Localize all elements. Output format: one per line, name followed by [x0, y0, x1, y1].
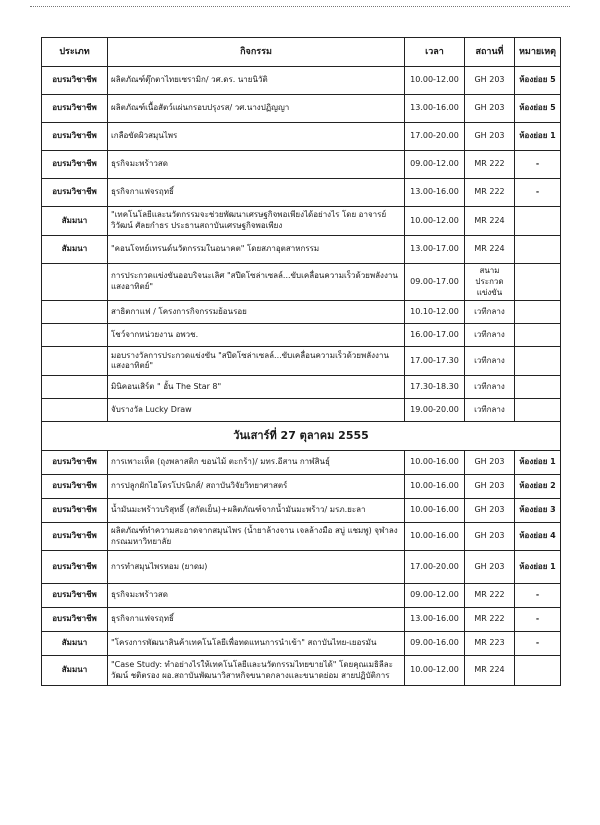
table-row [42, 451, 561, 475]
table-row [42, 123, 561, 151]
table-row [42, 399, 561, 422]
row-place: GH 203 [465, 67, 515, 95]
row-time: 13.00-16.00 [405, 608, 465, 632]
row-time: 10.00-12.00 [405, 207, 465, 236]
row-type: อบรมวิชาชีพ [42, 123, 108, 151]
row-activity: ผลิตภัณฑ์ตุ๊กตาไทยเซรามิก/ วศ.ดร. นายนิวัติ [108, 67, 405, 95]
row-type: อบรมวิชาชีพ [42, 451, 108, 475]
row-note: - [515, 179, 561, 207]
row-type: สัมมนา [42, 632, 108, 656]
row-activity: "Case Study: ทำอย่างไรให้เทคโนโลยีและนวัตกรรมไทยขายได้" โดยคุณเมธิลีละวัฒน์ ชติตรอง ผอ.สถาบันพัฒนาวิสาหกิจขนาดกลางและขนาดย่อม สายปฏิบัติการ [108, 656, 405, 686]
row-time: 09.00-16.00 [405, 632, 465, 656]
header-type: ประเภท [42, 38, 108, 67]
row-note: - [515, 608, 561, 632]
row-place: GH 203 [465, 95, 515, 123]
row-note: - [515, 584, 561, 608]
row-time: 17.00-20.00 [405, 123, 465, 151]
row-note: ห้องย่อย 2 [515, 475, 561, 499]
row-activity: มอบรางวัลการประกวดแข่งขัน "สปีดโซล่าเซลล์...ขับเคลื่อนความเร็วด้วยพลังงานแสงอาทิตย์" [108, 347, 405, 376]
row-place: เวทีกลาง [465, 347, 515, 376]
row-activity: น้ำมันมะพร้าวบริสุทธิ์ (สกัดเย็น)+ผลิตภัณฑ์จากน้ำมันมะพร้าว/ มรภ.ยะลา [108, 499, 405, 523]
table-row [42, 301, 561, 324]
schedule-table [41, 37, 561, 686]
header-place: สถานที่ [465, 38, 515, 67]
row-type: สัมมนา [42, 656, 108, 686]
row-activity: การทำสมุนไพรหอม (ยาดม) [108, 551, 405, 584]
table-row [42, 376, 561, 399]
date-section-row [42, 422, 561, 451]
row-note: ห้องย่อย 5 [515, 67, 561, 95]
table-row [42, 264, 561, 301]
row-type: สัมมนา [42, 207, 108, 236]
row-time: 09.00-17.00 [405, 264, 465, 301]
table-row [42, 475, 561, 499]
row-type: อบรมวิชาชีพ [42, 475, 108, 499]
row-type: อบรมวิชาชีพ [42, 67, 108, 95]
row-type: อบรมวิชาชีพ [42, 584, 108, 608]
header-activity: กิจกรรม [108, 38, 405, 67]
row-time: 10.10-12.00 [405, 301, 465, 324]
header-time: เวลา [405, 38, 465, 67]
row-time: 13.00-16.00 [405, 95, 465, 123]
row-time: 10.00-16.00 [405, 499, 465, 523]
row-note [515, 656, 561, 686]
row-note: ห้องย่อย 1 [515, 123, 561, 151]
row-activity: การปลูกผักไฮโดรโปรนิกส์/ สถาบันวิจัยวิทยาศาสตร์ [108, 475, 405, 499]
row-note: ห้องย่อย 1 [515, 451, 561, 475]
row-place: เวทีกลาง [465, 324, 515, 347]
row-note [515, 207, 561, 236]
row-time: 10.00-12.00 [405, 67, 465, 95]
row-place: MR 224 [465, 656, 515, 686]
row-place: GH 203 [465, 551, 515, 584]
row-activity: มินิคอนเสิร์ต " อั้น The Star 8" [108, 376, 405, 399]
row-type: สัมมนา [42, 236, 108, 264]
row-note [515, 264, 561, 301]
table-row [42, 584, 561, 608]
row-place: MR 222 [465, 179, 515, 207]
row-activity: "โครงการพัฒนาสินค้าเทคโนโลยีเพื่อทดแทนการนำเข้า" สถาบันไทย-เยอรมัน [108, 632, 405, 656]
row-type: อบรมวิชาชีพ [42, 95, 108, 123]
row-activity: "คอนโจทย์เทรนด์นวัตกรรมในอนาคต" โดยสภาอุตสาหกรรม [108, 236, 405, 264]
table-row [42, 523, 561, 551]
row-place: MR 222 [465, 608, 515, 632]
row-activity: จับรางวัล Lucky Draw [108, 399, 405, 422]
row-note: ห้องย่อย 4 [515, 523, 561, 551]
row-time: 17.00-20.00 [405, 551, 465, 584]
row-time: 10.00-16.00 [405, 475, 465, 499]
row-note [515, 236, 561, 264]
row-type [42, 301, 108, 324]
row-activity: เกลือขัดผิวสมุนไพร [108, 123, 405, 151]
row-type: อบรมวิชาชีพ [42, 608, 108, 632]
row-type: อบรมวิชาชีพ [42, 499, 108, 523]
row-time: 17.30-18.30 [405, 376, 465, 399]
row-place: MR 222 [465, 584, 515, 608]
row-note [515, 399, 561, 422]
row-time: 09.00-12.00 [405, 151, 465, 179]
row-activity: "เทคโนโลยีและนวัตกรรมจะช่วยพัฒนาเศรษฐกิจพอเพียงได้อย่างไร โดย อาจารย์วิวัฒน์ ศัลยกำธร ประธานสถาบันเศรษฐกิจพอเพียง [108, 207, 405, 236]
row-type: อบรมวิชาชีพ [42, 523, 108, 551]
row-place: GH 203 [465, 451, 515, 475]
row-activity: ธุรกิจมะพร้าวสด [108, 584, 405, 608]
row-activity: การเพาะเห็ด (ถุงพลาสติก ขอนไม้ ตะกร้า)/ มทร.อีสาน กาฬสินธุ์ [108, 451, 405, 475]
row-activity: โชว์จากหน่วยงาน อพวช. [108, 324, 405, 347]
row-activity: สาธิตกาแฟ / โครงการกิจกรรมย้อนรอย [108, 301, 405, 324]
row-activity: ธุรกิจกาแฟจรฤทธิ์ [108, 608, 405, 632]
row-time: 19.00-20.00 [405, 399, 465, 422]
row-place: สนามประกวดแข่งขัน [465, 264, 515, 301]
table-row [42, 207, 561, 236]
row-time: 10.00-12.00 [405, 656, 465, 686]
header-note: หมายเหตุ [515, 38, 561, 67]
row-note [515, 324, 561, 347]
table-row [42, 95, 561, 123]
row-type: อบรมวิชาชีพ [42, 179, 108, 207]
row-time: 09.00-12.00 [405, 584, 465, 608]
table-row [42, 632, 561, 656]
row-place: GH 203 [465, 475, 515, 499]
table-row [42, 236, 561, 264]
schedule-body [42, 67, 561, 686]
row-type: อบรมวิชาชีพ [42, 551, 108, 584]
table-row [42, 608, 561, 632]
row-activity: การประกวดแข่งขันออบริจนะเลิศ "สปีดโซล่าเซลล์...ขับเคลื่อนความเร็วด้วยพลังงานแสงอาทิตย์" [108, 264, 405, 301]
row-type [42, 376, 108, 399]
row-place: MR 224 [465, 207, 515, 236]
row-place: MR 222 [465, 151, 515, 179]
row-place: เวทีกลาง [465, 301, 515, 324]
table-row [42, 179, 561, 207]
section-date: วันเสาร์ที่ 27 ตุลาคม 2555 [42, 422, 561, 451]
row-type [42, 347, 108, 376]
row-note: - [515, 632, 561, 656]
row-note: ห้องย่อย 5 [515, 95, 561, 123]
row-place: GH 203 [465, 523, 515, 551]
row-note [515, 376, 561, 399]
row-time: 13.00-17.00 [405, 236, 465, 264]
row-place: GH 203 [465, 499, 515, 523]
row-type [42, 264, 108, 301]
row-note: ห้องย่อย 1 [515, 551, 561, 584]
row-activity: ผลิตภัณฑ์เนื้อสัตว์แผ่นกรอบปรุงรส/ วศ.นางปฏิญญา [108, 95, 405, 123]
row-time: 17.00-17.30 [405, 347, 465, 376]
row-activity: ธุรกิจกาแฟจรฤทธิ์ [108, 179, 405, 207]
row-activity: ผลิตภัณฑ์ทำความสะอาดจากสมุนไพร (น้ำยาล้างจาน เจลล้างมือ สบู่ แชมพู) จุฬาลงกรณมหาวิทยาลัย [108, 523, 405, 551]
table-row [42, 347, 561, 376]
row-time: 13.00-16.00 [405, 179, 465, 207]
row-note: - [515, 151, 561, 179]
row-place: เวทีกลาง [465, 376, 515, 399]
row-place: เวทีกลาง [465, 399, 515, 422]
row-note [515, 301, 561, 324]
row-type: อบรมวิชาชีพ [42, 151, 108, 179]
row-time: 16.00-17.00 [405, 324, 465, 347]
row-type [42, 324, 108, 347]
row-type [42, 399, 108, 422]
row-time: 10.00-16.00 [405, 451, 465, 475]
row-activity: ธุรกิจมะพร้าวสด [108, 151, 405, 179]
row-place: MR 224 [465, 236, 515, 264]
row-place: GH 203 [465, 123, 515, 151]
table-row [42, 324, 561, 347]
row-note: ห้องย่อย 3 [515, 499, 561, 523]
table-row [42, 499, 561, 523]
row-time: 10.00-16.00 [405, 523, 465, 551]
table-row [42, 551, 561, 584]
table-row [42, 67, 561, 95]
table-row [42, 151, 561, 179]
header-rule [30, 6, 570, 13]
row-place: MR 223 [465, 632, 515, 656]
table-row [42, 656, 561, 686]
row-note [515, 347, 561, 376]
table-header-row [42, 38, 561, 67]
